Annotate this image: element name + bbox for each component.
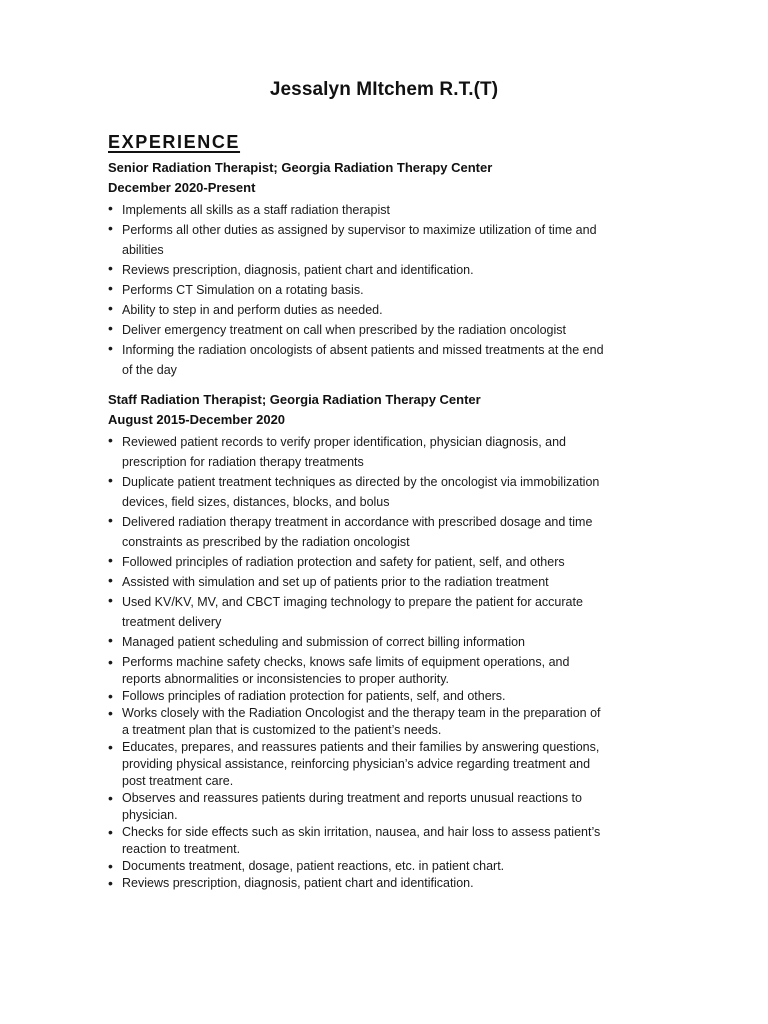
- list-item-line: Documents treatment, dosage, patient reactions, etc. in patient chart.: [122, 859, 505, 873]
- list-item-line: Managed patient scheduling and submission of correct billing information: [122, 635, 526, 649]
- list-item-line: prescription for radiation therapy treatments: [122, 455, 364, 469]
- bullet-icon: •: [108, 300, 113, 316]
- bullet-icon: •: [108, 512, 113, 528]
- list-item-line: Implements all skills as a staff radiation therapist: [122, 203, 390, 217]
- list-item: [108, 280, 668, 300]
- job-entry-senior: [108, 158, 668, 380]
- list-item-line: Performs machine safety checks, knows safe limits of equipment operations, and: [122, 655, 570, 669]
- list-item: [108, 472, 668, 512]
- job-entry-staff: [108, 390, 668, 892]
- list-item-line: Reviews prescription, diagnosis, patient chart and identification.: [122, 876, 474, 890]
- list-item-line: Duplicate patient treatment techniques as directed by the oncologist via immobilization: [122, 475, 600, 489]
- bullet-icon: •: [108, 705, 113, 721]
- bullet-icon: •: [108, 875, 113, 891]
- list-item-line: Deliver emergency treatment on call when prescribed by the radiation oncologist: [122, 323, 566, 337]
- list-item: [108, 220, 668, 260]
- job-dates: December 2020-Present: [108, 180, 256, 195]
- bullet-icon: •: [108, 200, 113, 216]
- list-item-line: Follows principles of radiation protection for patients, self, and others.: [122, 689, 506, 703]
- bullet-icon: •: [108, 472, 113, 488]
- bullet-icon: •: [108, 220, 113, 236]
- list-item-line: Reviewed patient records to verify proper identification, physician diagnosis, and: [122, 435, 566, 449]
- resume-name: Jessalyn MItchem R.T.(T): [269, 79, 499, 100]
- list-item-line: treatment delivery: [122, 615, 222, 629]
- section-heading-experience: EXPERIENCE: [108, 132, 241, 152]
- list-item: [108, 432, 668, 472]
- job-dates: August 2015-December 2020: [108, 412, 286, 427]
- list-item-line: constraints as prescribed by the radiation oncologist: [122, 535, 410, 549]
- list-item: [108, 592, 668, 632]
- bullet-icon: •: [108, 688, 113, 704]
- list-item: [108, 705, 668, 739]
- list-item: [108, 688, 668, 705]
- list-item-line: Assisted with simulation and set up of patients prior to the radiation treatment: [122, 575, 549, 589]
- list-item-line: reports abnormalities or inconsistencies to proper authority.: [122, 672, 450, 686]
- list-item-line: Delivered radiation therapy treatment in accordance with prescribed dosage and time: [122, 515, 593, 529]
- list-item: [108, 260, 668, 280]
- list-item: [108, 632, 668, 652]
- list-item: [108, 858, 668, 875]
- list-item: [108, 824, 668, 858]
- bullet-icon: •: [108, 739, 113, 755]
- list-item-line: abilities: [122, 243, 164, 257]
- bullet-icon: •: [108, 592, 113, 608]
- list-item-line: providing physical assistance, reinforcing physician’s advice regarding treatment and: [122, 757, 591, 771]
- job-title: Staff Radiation Therapist; Georgia Radiation Therapy Center: [108, 392, 481, 407]
- list-item-line: Informing the radiation oncologists of absent patients and missed treatments at the end: [122, 343, 604, 357]
- list-item-line: Educates, prepares, and reassures patients and their families by answering questions,: [122, 740, 600, 754]
- list-item-line: a treatment plan that is customized to the patient’s needs.: [122, 723, 442, 737]
- list-item-line: Used KV/KV, MV, and CBCT imaging technology to prepare the patient for accurate: [122, 595, 583, 609]
- bullet-icon: •: [108, 432, 113, 448]
- bullet-icon: •: [108, 280, 113, 296]
- bullet-icon: •: [108, 260, 113, 276]
- list-item: [108, 654, 668, 688]
- list-item: [108, 512, 668, 552]
- list-item-line: reaction to treatment.: [122, 842, 241, 856]
- list-item-line: Followed principles of radiation protection and safety for patient, self, and others: [122, 555, 565, 569]
- bullet-icon: •: [108, 654, 113, 670]
- list-item: [108, 875, 668, 892]
- list-item: [108, 340, 668, 380]
- job-title: Senior Radiation Therapist; Georgia Radiation Therapy Center: [108, 160, 493, 175]
- list-item: [108, 552, 668, 572]
- list-item: [108, 790, 668, 824]
- list-item-line: post treatment care.: [122, 774, 234, 788]
- list-item: [108, 572, 668, 592]
- job-duties-list: [108, 200, 668, 380]
- bullet-icon: •: [108, 790, 113, 806]
- list-item-line: physician.: [122, 808, 178, 822]
- list-item: [108, 300, 668, 320]
- list-item-line: Ability to step in and perform duties as needed.: [122, 303, 383, 317]
- list-item-line: Observes and reassures patients during treatment and reports unusual reactions to: [122, 791, 582, 805]
- bullet-icon: •: [108, 320, 113, 336]
- list-item: [108, 739, 668, 790]
- list-item-line: Checks for side effects such as skin irritation, nausea, and hair loss to assess patient’s: [122, 825, 601, 839]
- job-duties-list-continued: [108, 654, 668, 892]
- bullet-icon: •: [108, 340, 113, 356]
- list-item-line: devices, field sizes, distances, blocks, and bolus: [122, 495, 390, 509]
- bullet-icon: •: [108, 632, 113, 648]
- bullet-icon: •: [108, 824, 113, 840]
- bullet-icon: •: [108, 858, 113, 874]
- list-item-line: of the day: [122, 363, 177, 377]
- list-item: [108, 200, 668, 220]
- list-item-line: Performs all other duties as assigned by supervisor to maximize utilization of time and: [122, 223, 597, 237]
- job-duties-list: [108, 432, 668, 652]
- bullet-icon: •: [108, 552, 113, 568]
- list-item-line: Works closely with the Radiation Oncologist and the therapy team in the preparation of: [122, 706, 601, 720]
- list-item: [108, 320, 668, 340]
- list-item-line: Reviews prescription, diagnosis, patient chart and identification.: [122, 263, 474, 277]
- list-item-line: Performs CT Simulation on a rotating basis.: [122, 283, 364, 297]
- bullet-icon: •: [108, 572, 113, 588]
